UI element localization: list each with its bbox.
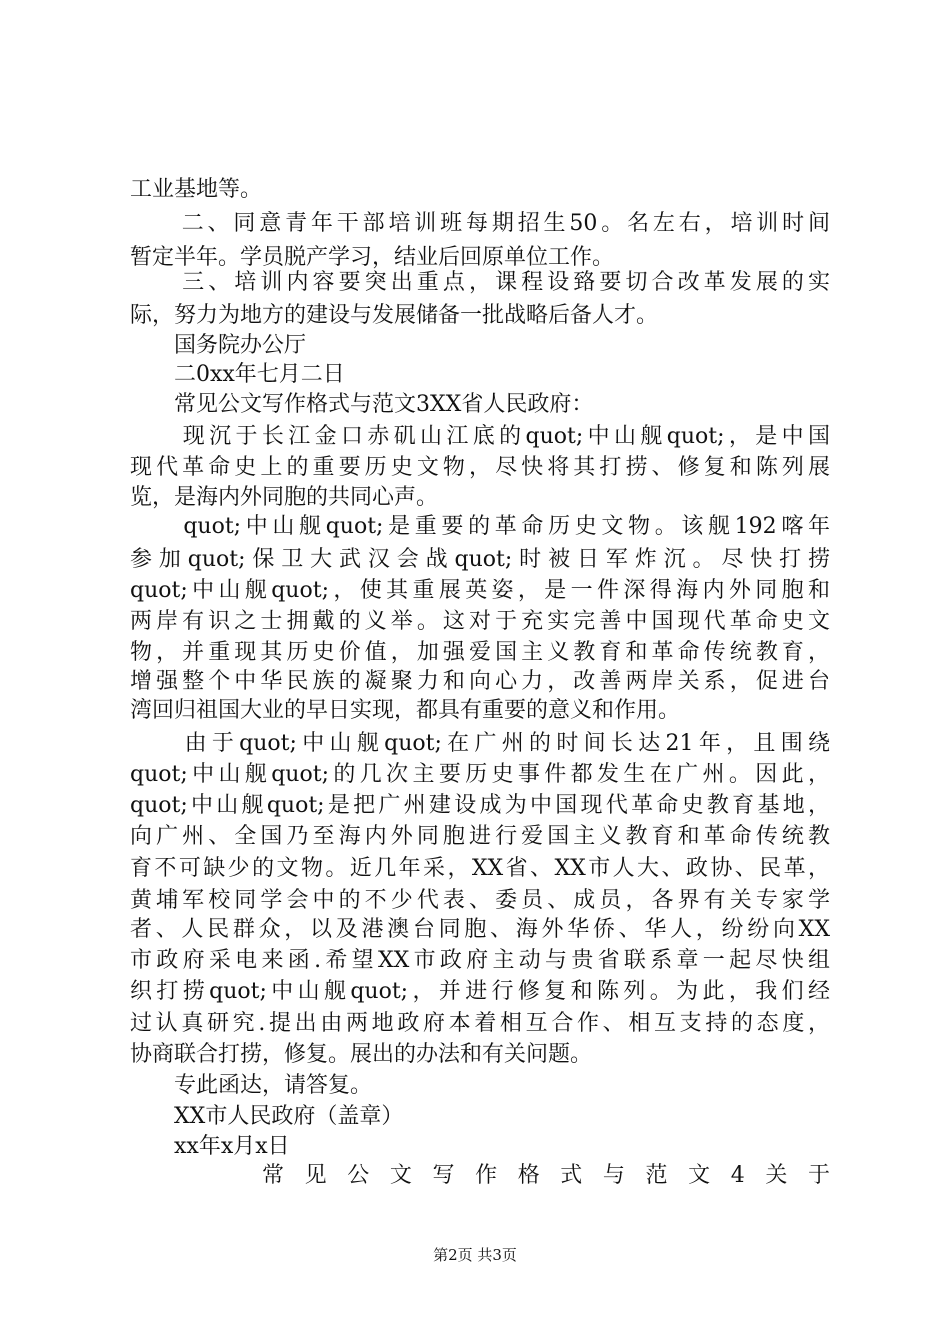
- text-line: XX市人民政府（盖章）: [130, 1104, 404, 1129]
- text-line: 育不可缺少的文物。近几年采，XX省、XX市人大、政协、民革，: [130, 856, 830, 881]
- text-line: 协商联合打捞，修复。展出的办法和有关问题。: [130, 1042, 593, 1067]
- text-line: 物，并重现其历史价值，加强爱国主义教育和革命传统教育，: [130, 640, 830, 665]
- text-line: 常见公文写作格式与范文4关于: [262, 1163, 830, 1188]
- text-line: 过认真研究.提出由两地政府本着相互合作、相互支持的态度，: [130, 1011, 830, 1036]
- text-line: 黄埔军校同学会中的不少代表、委员、成员，各界有关专家学: [130, 888, 830, 913]
- text-line: 者、人民群众，以及港澳台同胞、海外华侨、华人，纷纷向XX: [130, 917, 830, 942]
- text-line: quot;中山舰quot;的几次主要历史事件都发生在广州。因此，: [130, 762, 830, 787]
- text-line: 常见公文写作格式与范文3XX省人民政府：: [130, 392, 594, 417]
- text-line: 工业基地等。: [130, 177, 263, 202]
- text-line: 向广州、全国乃至海内外同胞进行爱国主义教育和革命传统教: [130, 824, 830, 849]
- text-line: 暂定半年。学员脱产学习，结业后回原单位工作。: [130, 245, 615, 270]
- page-number-footer: 第2页 共3页: [433, 1246, 517, 1264]
- text-line: quot;中山舰quot;是把广州建设成为中国现代革命史教育基地，: [130, 793, 830, 818]
- text-line: 由于quot;中山舰quot;在广州的时间长达21年，且围绕: [130, 731, 830, 756]
- text-line: 二0xx年七月二日: [130, 362, 345, 387]
- text-line: 参加quot;保卫大武汉会战quot;时被日军炸沉。尽快打捞: [130, 547, 830, 572]
- text-line: 增强整个中华民族的凝聚力和向心力，改善两岸关系，促进台: [130, 669, 830, 694]
- text-line: quot;中山舰quot;是重要的革命历史文物。该舰192喀年: [130, 514, 830, 539]
- text-line: 三、培训内容要突出重点，课程设臵要切合改革发展的实: [130, 270, 830, 295]
- text-line: 两岸有识之士拥戴的义举。这对于充实完善中国现代革命史文: [130, 609, 830, 634]
- text-line: 现代革命史上的重要历史文物，尽快将其打捞、修复和陈列展: [130, 455, 830, 480]
- text-line: 览，是海内外同胞的共同心声。: [130, 485, 439, 510]
- text-line: 专此函达，请答复。: [130, 1073, 373, 1098]
- text-line: 现沉于长江金口赤矶山江底的quot;中山舰quot;，是中国: [130, 424, 830, 449]
- text-line: 二、同意青年干部培训班每期招生50。名左右，培训时间: [130, 211, 830, 236]
- text-line: 湾回归祖国大业的早日实现，都具有重要的意义和作用。: [130, 698, 681, 723]
- text-line: 国务院办公厅: [130, 333, 307, 358]
- text-line: 际，努力为地方的建设与发展储备一批战略后备人才。: [130, 303, 659, 328]
- text-line: xx年x月x日: [130, 1134, 290, 1159]
- text-line: 市政府采电来函.希望XX市政府主动与贵省联系章一起尽快组: [130, 948, 830, 973]
- text-line: 织打捞quot;中山舰quot;，并进行修复和陈列。为此，我们经: [130, 979, 830, 1004]
- text-line: quot;中山舰quot;，使其重展英姿，是一件深得海内外同胞和: [130, 578, 830, 603]
